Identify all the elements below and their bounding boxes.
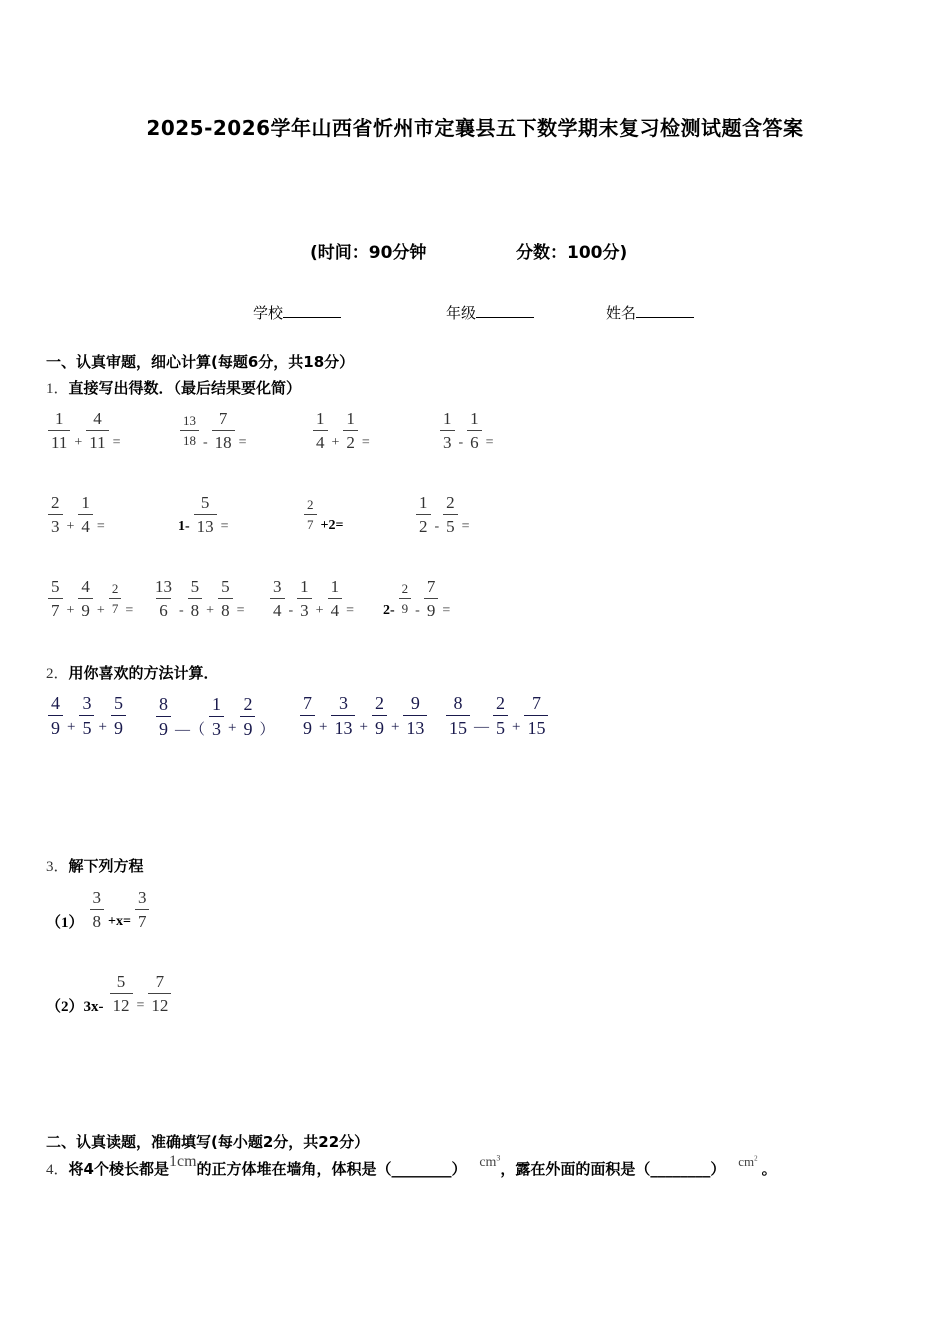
fraction: $\frac{2}{3}$ [48, 494, 63, 535]
name-blank[interactable] [636, 303, 694, 318]
grade-label: 年级 [446, 304, 477, 322]
q2-expr-3: $\frac{7}{9}$ + $\frac{3}{13}$ + $\frac{2}{9}$ + $\frac{9}{13}$ [298, 694, 429, 737]
fraction: $\frac{13}{6}$ [155, 577, 172, 620]
q3-number: 3． [46, 859, 69, 875]
exam-time: (时间：90分钟 [310, 243, 427, 263]
fraction: $\frac{1}{3}$ [209, 695, 224, 738]
name-field[interactable] [606, 302, 694, 323]
fraction: $\frac{4}{9}$ [78, 578, 93, 619]
fraction: $\frac{13}{18}$ [180, 414, 199, 447]
fraction: $\frac{1}{4}$ [313, 410, 328, 451]
equation-2: （2）3x- $\frac{5}{12}$ = $\frac{7}{12}$ [46, 971, 173, 1016]
fraction: $\frac{1}{2}$ [416, 494, 431, 535]
school-blank[interactable] [283, 303, 341, 318]
q4-text-4: 。 [761, 1160, 777, 1178]
fraction: $\frac{2}{7}$ [109, 582, 122, 615]
q2-number: 2． [46, 666, 69, 682]
q2-expr-4: $\frac{8}{15}$ — $\frac{2}{5}$ + $\frac{7}{15}$ [444, 694, 550, 737]
fraction: $\frac{2}{5}$ [443, 494, 458, 535]
equation-1: （1） $\frac{3}{8}$ +x= $\frac{3}{7}$ [46, 887, 151, 932]
q1-expr-9: $\frac{5}{7}$ + $\frac{4}{9}$ + $\frac{2}{7}$ = [46, 578, 135, 619]
q2-expr-1: $\frac{4}{9}$ + $\frac{3}{5}$ + $\frac{5}{9}$ [46, 694, 128, 737]
q4-text-1: 将4个棱长都是 [68, 1160, 169, 1178]
section1-heading: 一、认真审题，细心计算(每题6分，共18分） [46, 353, 355, 371]
exam-score: 分数：100分) [516, 243, 628, 263]
q1-expr-12: 2- $\frac{2}{9}$ - $\frac{7}{9}$ = [383, 577, 451, 620]
fraction: $\frac{5}{12}$ [110, 973, 133, 1014]
name-label: 姓名 [606, 304, 637, 322]
fraction: $\frac{3}{13}$ [331, 694, 355, 737]
fraction: $\frac{2}{9}$ [372, 694, 387, 737]
q1-expr-3: $\frac{1}{4}$ + $\frac{1}{2}$ = [311, 410, 372, 451]
q1-number: 1． [46, 381, 69, 397]
q2-text: 用你喜欢的方法计算． [68, 664, 219, 682]
fraction: $\frac{1}{4}$ [78, 494, 93, 535]
q1-expr-6: 1- $\frac{5}{13}$ = [178, 493, 229, 536]
q1-expr-7: $\frac{2}{7}$ +2= [302, 494, 345, 534]
fraction: $\frac{8}{15}$ [446, 694, 470, 737]
section2-heading: 二、认真读题，准确填写(每小题2分，共22分） [46, 1133, 370, 1151]
fraction: $\frac{5}{8}$ [188, 578, 203, 619]
fraction: $\frac{4}{9}$ [48, 694, 63, 737]
fraction: $\frac{1}{3}$ [440, 410, 455, 451]
q1-text: 直接写出得数．（最后结果要化简） [68, 379, 302, 397]
q3-text: 解下列方程 [68, 857, 144, 875]
fraction: $\frac{4}{11}$ [86, 410, 108, 451]
q2-stem [46, 662, 219, 683]
fraction: $\frac{7}{9}$ [424, 578, 439, 619]
page-title: 2025-2026学年山西省忻州市定襄县五下数学期末复习检测试题含答案 [146, 116, 804, 140]
school-field[interactable] [253, 302, 341, 323]
q2-expr-2: $\frac{8}{9}$ —（ $\frac{1}{3}$ + $\frac{2}{9}$ ） [154, 694, 277, 739]
q1-expr-1: $\frac{1}{11}$ + $\frac{4}{11}$ = [46, 410, 123, 451]
fraction: $\frac{3}{8}$ [90, 889, 105, 930]
q4-unit-cm: 1cm [168, 1153, 197, 1170]
q3-stem [46, 855, 144, 876]
fraction: $\frac{1}{2}$ [343, 410, 358, 451]
fraction: $\frac{1}{3}$ [297, 578, 312, 619]
q1-stem [46, 377, 301, 398]
fraction: $\frac{8}{9}$ [156, 695, 171, 738]
fraction: $\frac{7}{15}$ [524, 694, 548, 737]
grade-field[interactable] [446, 302, 534, 323]
fraction: $\frac{2}{7}$ [304, 498, 317, 531]
q1-expr-10: $\frac{13}{6}$ - $\frac{5}{8}$ + $\frac{5}{8}$ = [150, 578, 246, 619]
fraction: $\frac{7}{9}$ [300, 694, 315, 737]
fraction: $\frac{5}{9}$ [111, 694, 126, 737]
fraction: $\frac{5}{13}$ [194, 494, 217, 535]
fraction: $\frac{2}{5}$ [493, 694, 508, 737]
fraction: $\frac{1}{11}$ [48, 410, 70, 451]
fraction: $\frac{1}{4}$ [328, 578, 343, 619]
q1-expr-4: $\frac{1}{3}$ - $\frac{1}{6}$ = [438, 410, 496, 451]
fraction: $\frac{7}{12}$ [148, 973, 171, 1014]
fraction: $\frac{3}{7}$ [135, 889, 150, 930]
q4-number: 4． [46, 1162, 69, 1178]
fraction: $\frac{2}{9}$ [399, 582, 412, 615]
grade-blank[interactable] [476, 303, 534, 318]
fraction: $\frac{5}{8}$ [218, 578, 233, 619]
fraction: $\frac{1}{6}$ [467, 410, 482, 451]
q1-expr-8: $\frac{1}{2}$ - $\frac{2}{5}$ = [414, 494, 472, 535]
q1-expr-5: $\frac{2}{3}$ + $\frac{1}{4}$ = [46, 494, 107, 535]
q4-stem [46, 1153, 777, 1179]
q1-expr-11: $\frac{3}{4}$ - $\frac{1}{3}$ + $\frac{1}{4}$ = [268, 578, 356, 619]
q4-unit-cm3: $cm^3$ [479, 1153, 501, 1170]
q1-expr-2: $\frac{13}{18}$ - $\frac{7}{18}$ = [178, 410, 249, 451]
fraction: $\frac{2}{9}$ [240, 695, 255, 738]
fraction: $\frac{9}{13}$ [403, 694, 427, 737]
q4-text-3: ，露在外面的面积是（________） [500, 1160, 726, 1178]
fraction: $\frac{5}{7}$ [48, 578, 63, 619]
fraction: $\frac{7}{18}$ [212, 410, 235, 451]
fraction: $\frac{3}{4}$ [270, 578, 285, 619]
q4-unit-cm2: $cm^2$ [738, 1154, 758, 1169]
school-label: 学校 [253, 304, 284, 322]
q4-text-2: 的正方体堆在墙角，体积是（________） [196, 1160, 467, 1178]
fraction: $\frac{3}{5}$ [79, 694, 94, 737]
